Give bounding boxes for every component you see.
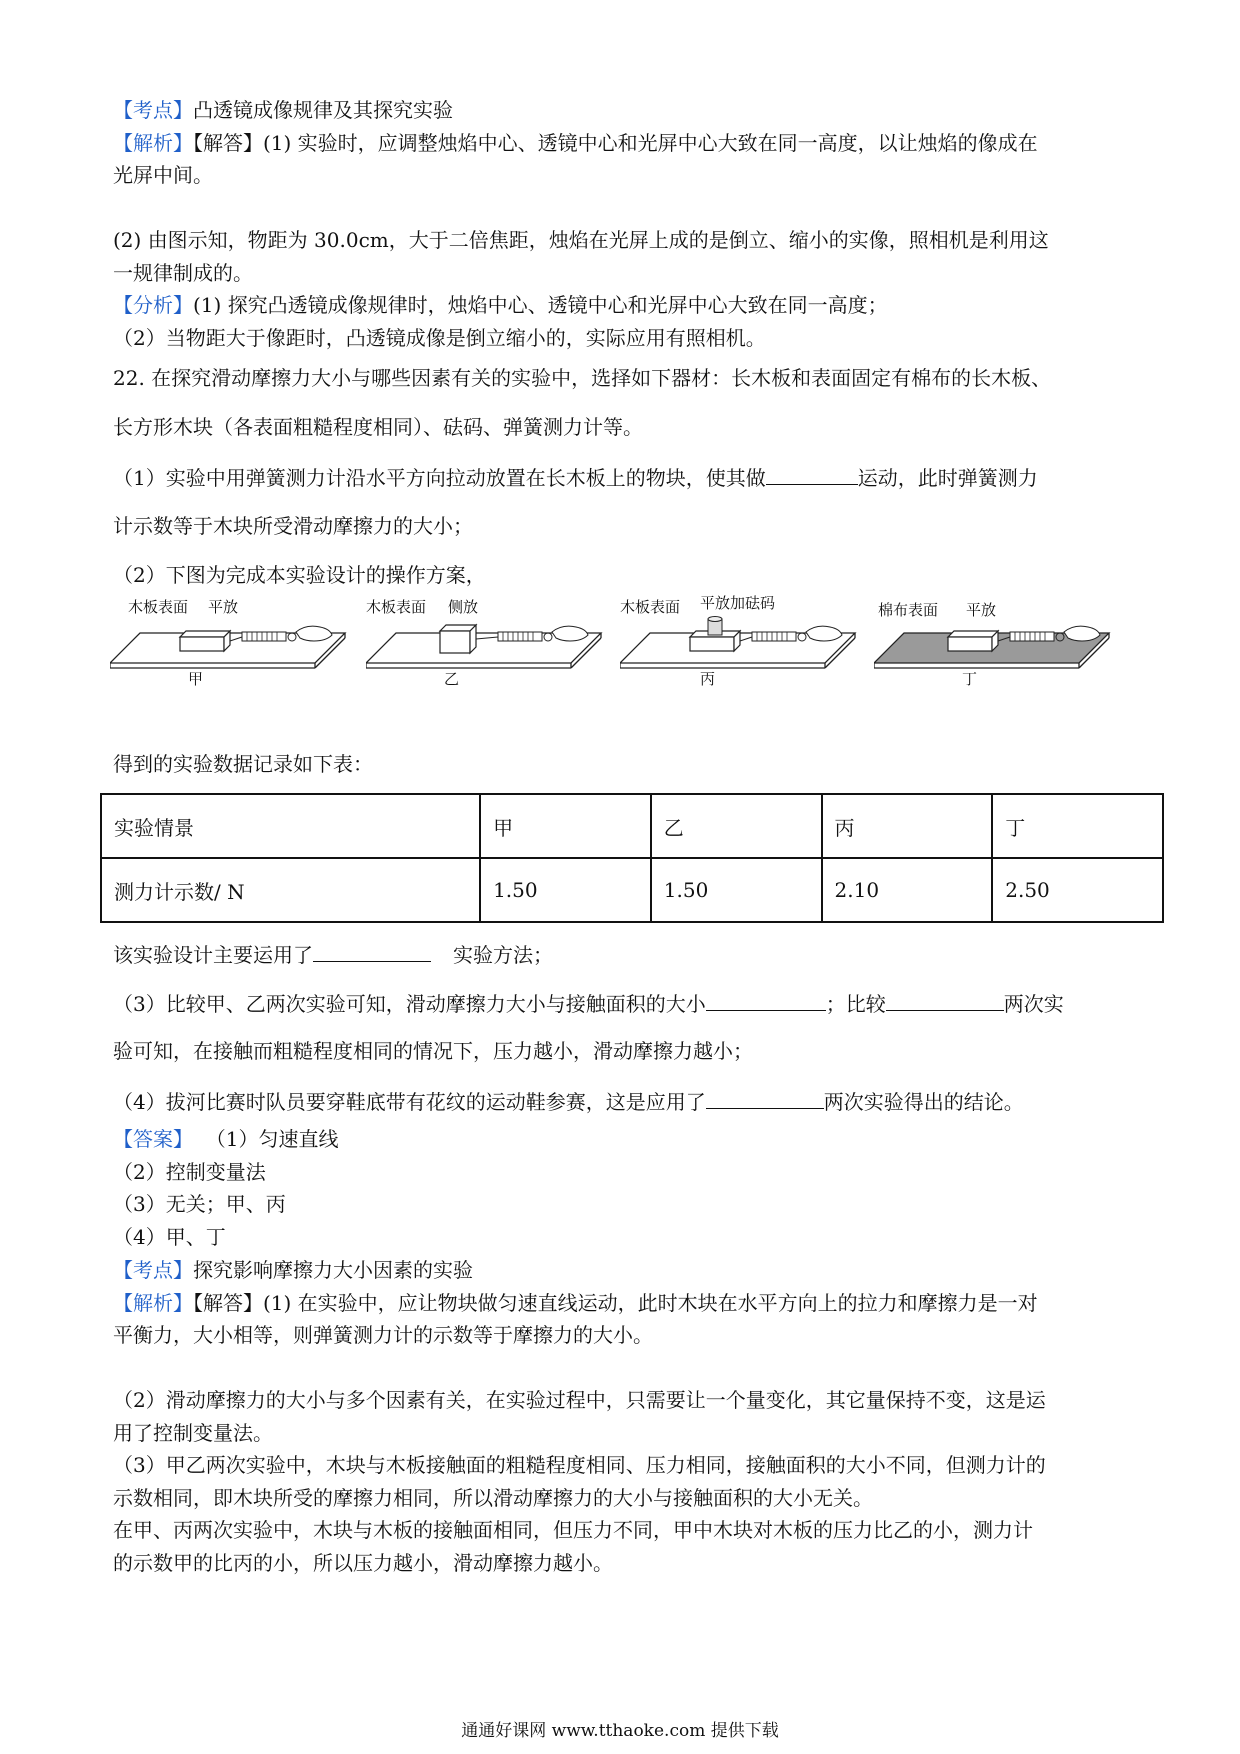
jiexi2-part3-line-3: 在甲、丙两次实验中，木块与木板的接触面相同，但压力不同，甲中木块对木板的压力比乙的小，测力计 bbox=[113, 1518, 1033, 1542]
fig-c-surface: 木板表面 bbox=[620, 598, 681, 616]
q22-line-1: 22. 在探究滑动摩擦力大小与哪些因素有关的实验中，选择如下器材：长木板和表面固定有棉布的长木板、 bbox=[113, 366, 1052, 390]
jiexi-tag-2: 【解析】 bbox=[113, 1291, 193, 1315]
fenxi-text-2: （2）当物距大于像距时，凸透镜成像是倒立缩小的，实际应用有照相机。 bbox=[113, 326, 766, 350]
method-line bbox=[113, 939, 553, 969]
q22-sub1-text-c: 计示数等于木块所受滑动摩擦力的大小； bbox=[113, 514, 473, 538]
answer-blank-1[interactable] bbox=[766, 462, 858, 485]
jiexi-line-1 bbox=[113, 129, 1038, 157]
fig-c-label: 丙 bbox=[700, 670, 716, 688]
fenxi-text-1: (1) 探究凸透镜成像规律时，烛焰中心、透镜中心和光屏中心大致在同一高度； bbox=[193, 293, 888, 317]
fig-d-label: 丁 bbox=[962, 670, 978, 688]
answer-blank-4[interactable] bbox=[886, 988, 1004, 1011]
kaodian-tag: 【考点】 bbox=[113, 98, 193, 122]
fig-b-label: 乙 bbox=[444, 670, 460, 688]
data-table bbox=[100, 793, 1164, 923]
fig-a-diagram bbox=[110, 615, 355, 670]
table-cell: 2.50 bbox=[992, 858, 1163, 922]
table-cell: 甲 bbox=[480, 794, 651, 858]
answer-line-1 bbox=[113, 1125, 338, 1153]
part2-line-2: 一规律制成的。 bbox=[113, 261, 253, 285]
fig-a-surface: 木板表面 bbox=[128, 598, 189, 616]
q22-sub1-line bbox=[113, 462, 1038, 492]
q22-sub3-line bbox=[113, 988, 1064, 1018]
fig-b-placement: 侧放 bbox=[448, 598, 479, 616]
q22-sub3-text-d: 验可知，在接触而粗糙程度相同的情况下，压力越小，滑动摩擦力越小； bbox=[113, 1039, 753, 1063]
table-cell: 乙 bbox=[651, 794, 822, 858]
jiexi-tag: 【解析】 bbox=[113, 131, 193, 155]
jiexi-line-2 bbox=[113, 1289, 1038, 1317]
fig-a-placement: 平放 bbox=[208, 598, 239, 616]
kaodian-line-1 bbox=[113, 96, 453, 124]
table-cell: 实验情景 bbox=[101, 794, 480, 858]
q22-sub4-line bbox=[113, 1086, 1024, 1116]
jiexi2-part3-line-4: 的示数甲的比丙的小，所以压力越小，滑动摩擦力越小。 bbox=[113, 1551, 613, 1575]
table-cell: 1.50 bbox=[480, 858, 651, 922]
answer-blank-2[interactable] bbox=[313, 939, 431, 962]
q22-sub1-text-b: 运动，此时弹簧测力 bbox=[857, 466, 1038, 490]
table-cell: 丙 bbox=[822, 794, 993, 858]
fig-d-placement: 平放 bbox=[966, 601, 997, 619]
q22-sub4-text-b: 两次实验得出的结论。 bbox=[823, 1090, 1024, 1114]
table-cell: 1.50 bbox=[651, 858, 822, 922]
answer-blank-3[interactable] bbox=[706, 988, 826, 1011]
fig-a-label: 甲 bbox=[188, 670, 204, 688]
kaodian-line-2 bbox=[113, 1256, 473, 1284]
q22-sub1-text-a: （1）实验中用弹簧测力计沿水平方向拉动放置在长木板上的物块，使其做 bbox=[113, 466, 766, 490]
page-footer: 通通好课网 www.tthaoke.com 提供下载 bbox=[461, 1721, 779, 1741]
q22-sub4-text-a: （4）拔河比赛时队员要穿鞋底带有花纹的运动鞋参赛，这是应用了 bbox=[113, 1090, 706, 1114]
jiexi-text-1: 【解答】(1) 实验时，应调整烛焰中心、透镜中心和光屏中心大致在同一高度，以让烛焰的像成在 bbox=[193, 131, 1038, 155]
kaodian-text-2: 探究影响摩擦力大小因素的实验 bbox=[193, 1258, 473, 1282]
q22-sub3-text-a: （3）比较甲、乙两次实验可知，滑动摩擦力大小与接触面积的大小 bbox=[113, 992, 706, 1016]
method-text-a: 该实验设计主要运用了 bbox=[113, 943, 313, 967]
table-intro: 得到的实验数据记录如下表： bbox=[113, 752, 373, 776]
part2-line-1: (2) 由图示知，物距为 30.0cm，大于二倍焦距，烛焰在光屏上成的是倒立、缩小的实像，照相机是利用这 bbox=[113, 228, 1049, 252]
fig-c-diagram bbox=[620, 605, 865, 670]
fig-b-diagram bbox=[366, 615, 611, 670]
answer-3: （3）无关；甲、丙 bbox=[113, 1192, 286, 1216]
answer-tag: 【答案】 bbox=[113, 1127, 193, 1151]
table-cell: 测力计示数/ N bbox=[101, 858, 480, 922]
table-cell: 丁 bbox=[992, 794, 1163, 858]
jiexi2-text-2: 平衡力，大小相等，则弹簧测力计的示数等于摩擦力的大小。 bbox=[113, 1323, 653, 1347]
fig-d-diagram bbox=[874, 615, 1119, 670]
jiexi2-part3-line-1: （3）甲乙两次实验中，木块与木板接触面的粗糙程度相同、压力相同，接触面积的大小不同，但测力计的 bbox=[113, 1453, 1046, 1477]
answer-blank-5[interactable] bbox=[706, 1086, 824, 1109]
answer-2: （2）控制变量法 bbox=[113, 1160, 266, 1184]
table-row bbox=[101, 858, 1163, 922]
fig-b-surface: 木板表面 bbox=[366, 598, 427, 616]
answer-4: （4）甲、丁 bbox=[113, 1225, 226, 1249]
q22-sub2-text: （2）下图为完成本实验设计的操作方案， bbox=[113, 563, 486, 587]
fenxi-tag: 【分析】 bbox=[113, 293, 193, 317]
fig-d-surface: 棉布表面 bbox=[878, 601, 939, 619]
answer-1: （1）匀速直线 bbox=[205, 1127, 339, 1151]
jiexi2-part2-line-1: （2）滑动摩擦力的大小与多个因素有关，在实验过程中，只需要让一个量变化，其它量保持不变，这是运 bbox=[113, 1388, 1046, 1412]
q22-sub3-text-c: 两次实 bbox=[1003, 992, 1064, 1016]
jiexi2-part3-line-2: 示数相同，即木块所受的摩擦力相同，所以滑动摩擦力的大小与接触面积的大小无关。 bbox=[113, 1486, 873, 1510]
method-text-b: 实验方法； bbox=[453, 943, 553, 967]
table-header-row bbox=[101, 794, 1163, 858]
jiexi-text-2: 光屏中间。 bbox=[113, 163, 213, 187]
jiexi2-text-1: 【解答】(1) 在实验中，应让物块做匀速直线运动，此时木块在水平方向上的拉力和摩擦力是一对 bbox=[193, 1291, 1038, 1315]
table-cell: 2.10 bbox=[822, 858, 993, 922]
fig-c-placement: 平放加砝码 bbox=[700, 594, 776, 612]
jiexi2-part2-line-2: 用了控制变量法。 bbox=[113, 1421, 273, 1445]
q22-sub3-text-b: ；比较 bbox=[825, 992, 886, 1016]
fenxi-line-1 bbox=[113, 291, 888, 319]
q22-line-2: 长方形木块（各表面粗糙程度相同）、砝码、弹簧测力计等。 bbox=[113, 415, 643, 439]
kaodian-text: 凸透镜成像规律及其探究实验 bbox=[193, 98, 453, 122]
kaodian-tag-2: 【考点】 bbox=[113, 1258, 193, 1282]
